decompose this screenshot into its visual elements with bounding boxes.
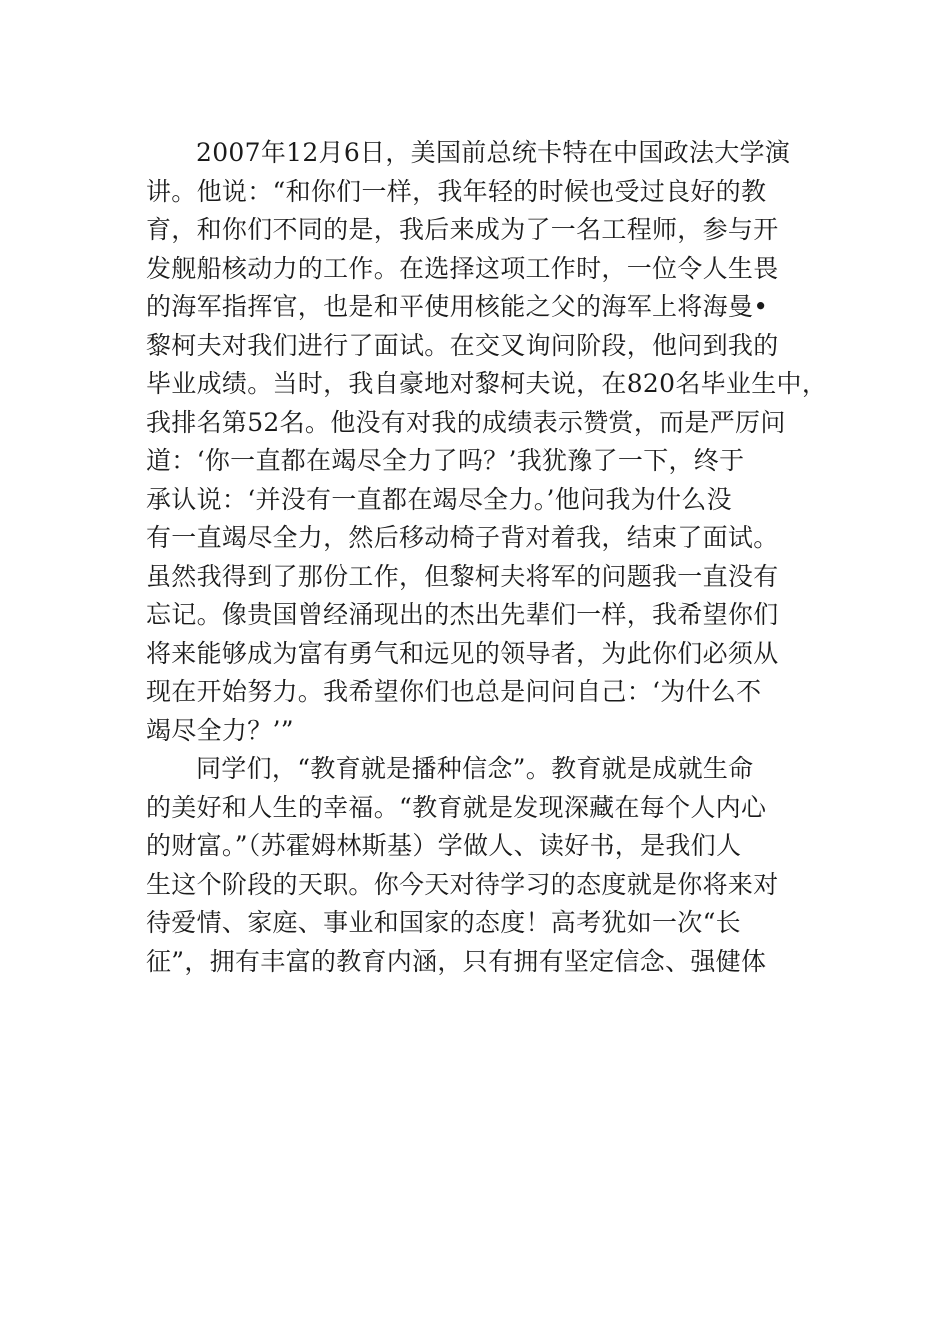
- text-line: 我排名第52名。他没有对我的成绩表示赞赏，而是严厉问: [146, 407, 786, 437]
- body-text: [146, 134, 826, 981]
- text-line: 道：‘你一直都在竭尽全力了吗？’我犹豫了一下，终于: [146, 446, 745, 475]
- paragraph-first-line: 2007年12月6日，美国前总统卡特在中国政法大学演: [196, 138, 791, 167]
- text-line: 讲。他说：“和你们一样，我年轻的时候也受过良好的教: [146, 176, 767, 206]
- text-line: 征”，拥有丰富的教育内涵，只有拥有坚定信念、强健体: [146, 946, 767, 976]
- text-line: 有一直竭尽全力，然后移动椅子背对着我，结束了面试。: [146, 523, 779, 552]
- text-line: 的海军指挥官，也是和平使用核能之父的海军上将海曼•: [146, 292, 769, 321]
- text-line: 毕业成绩。当时，我自豪地对黎柯夫说，在820名毕业生中，: [146, 369, 828, 398]
- text-line: 忘记。像贵国曾经涌现出的杰出先辈们一样，我希望你们: [146, 600, 779, 629]
- text-line: 竭尽全力？’”: [146, 715, 294, 745]
- text-line: 的美好和人生的幸福。“教育就是发现深藏在每个人内心: [146, 792, 767, 822]
- text-line: 育，和你们不同的是，我后来成为了一名工程师，参与开: [146, 215, 779, 244]
- text-line: 现在开始努力。我希望你们也总是问问自己：‘为什么不: [146, 677, 762, 706]
- paragraph-first-line: 同学们，“教育就是播种信念”。教育就是成就生命: [196, 754, 754, 783]
- text-line: 虽然我得到了那份工作，但黎柯夫将军的问题我一直没有: [146, 561, 779, 591]
- text-line: 待爱情、家庭、事业和国家的态度！高考犹如一次“长: [146, 908, 741, 937]
- text-line: 黎柯夫对我们进行了面试。在交叉询问阶段，他问到我的: [146, 330, 779, 360]
- text-line: 发舰船核动力的工作。在选择这项工作时，一位令人生畏: [146, 253, 779, 283]
- text-line: 承认说：‘并没有一直都在竭尽全力。’他问我为什么没: [146, 484, 732, 514]
- text-line: 将来能够成为富有勇气和远见的领导者，为此你们必须从: [146, 638, 779, 668]
- text-line: 生这个阶段的天职。你今天对待学习的态度就是你将来对: [146, 869, 779, 899]
- text-line: 的财富。”（苏霍姆林斯基）学做人、读好书，是我们人: [146, 831, 742, 860]
